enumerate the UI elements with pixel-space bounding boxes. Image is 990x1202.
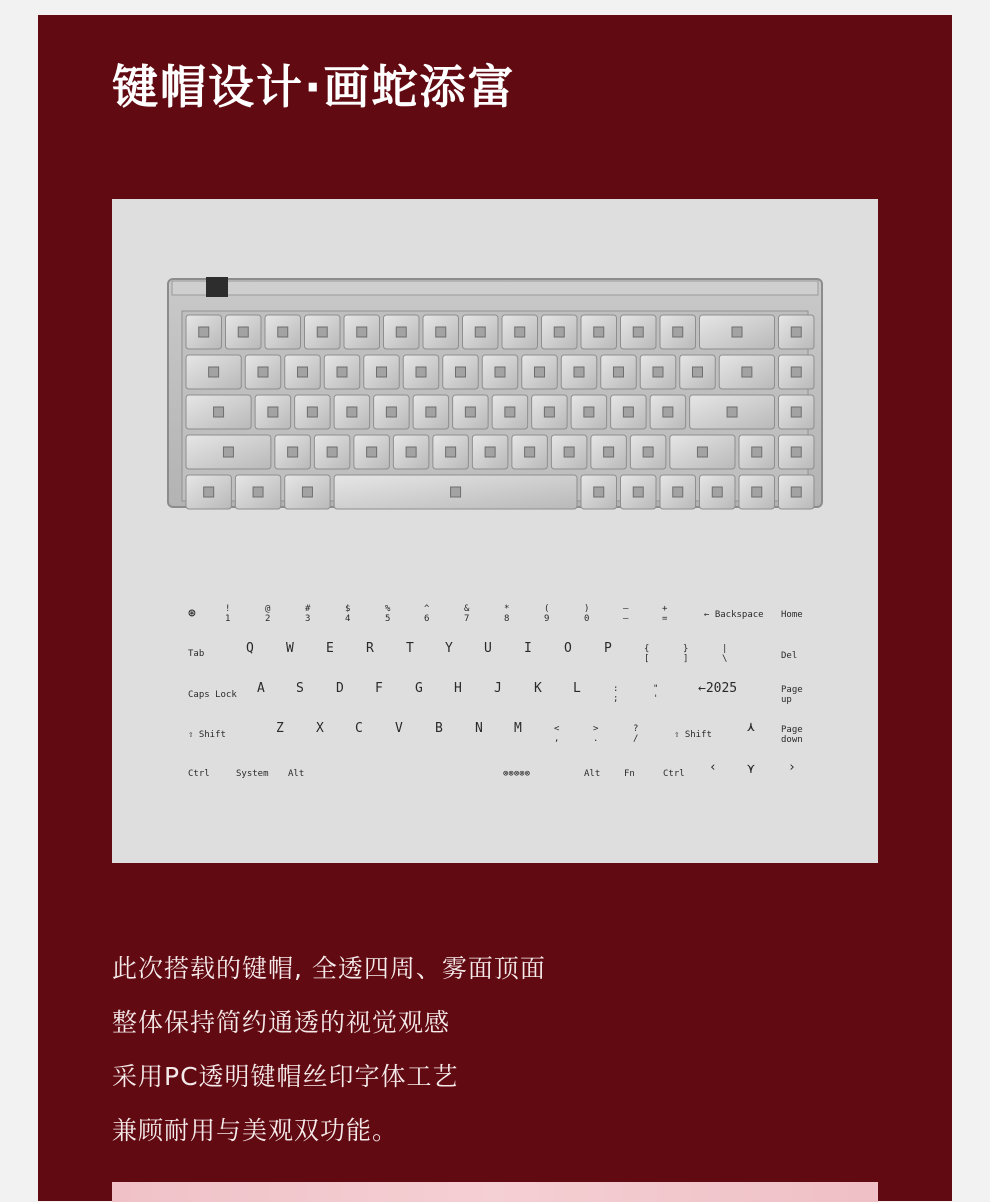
legend-key-home: Home [781,610,803,620]
legend-key-s: S [296,681,304,696]
description-line-4: 兼顾耐用与美观双功能。 [112,1116,399,1145]
legend-key-equals: + = [662,604,668,624]
legend-key-system: System [236,769,269,779]
legend-key-1: ! 1 [225,604,231,624]
legend-key-backspace: ← Backspace [704,610,764,620]
legend-key-m: M [514,721,522,736]
legend-key-del: Del [781,651,798,661]
legend-key-page-up: Page up [781,685,803,705]
legend-key-b: B [435,721,443,736]
legend-key-period: > . [593,724,599,744]
legend-key-quote: " ' [653,684,659,704]
description-line-2: 整体保持简约通透的视觉观感 [112,1008,451,1037]
legend-key-left-bracket: { [ [644,644,650,664]
legend-key-slash: ? / [633,724,639,744]
legend-key-5: % 5 [385,604,391,624]
legend-key-f: F [375,681,383,696]
legend-key-x: X [316,721,324,736]
legend-key-enter-2025: ←2025 [698,681,738,696]
legend-key-u: U [484,641,492,656]
legend-key-q: Q [246,641,254,656]
arrow-down-icon: ⋎ [747,762,755,777]
legend-key-left-shift: ⇧ Shift [188,730,226,740]
legend-key-0: ) 0 [584,604,590,624]
legend-key-z: Z [276,721,284,736]
legend-key-semicolon: : ; [613,684,619,704]
legend-key-v: V [395,721,403,736]
legend-key-k: K [534,681,542,696]
arrow-up-icon: ⋏ [747,720,755,735]
legend-key-right-ctrl: Ctrl [663,769,685,779]
content-panel [38,15,952,1201]
legend-key-g: G [415,681,423,696]
legend-key-i: I [524,641,532,656]
next-section-preview [112,1182,878,1202]
description-line-1: 此次搭载的键帽, 全透四周、雾面顶面 [112,954,546,983]
legend-key-tab: Tab [188,649,205,659]
legend-key-o: O [564,641,572,656]
legend-key-l: L [573,681,581,696]
legend-key-page-down: Page down [781,725,803,745]
legend-key-left-alt: Alt [288,769,305,779]
legend-key-y: Y [445,641,453,656]
legend-key-right-alt: Alt [584,769,601,779]
legend-key-e: E [326,641,334,656]
legend-key-fn: Fn [624,769,635,779]
legend-key-caps-lock: Caps Lock [188,690,237,700]
legend-key-7: & 7 [464,604,470,624]
legend-key-8: * 8 [504,604,510,624]
section-heading: 键帽设计·画蛇添富 [112,60,516,114]
description-text [112,947,546,1163]
legend-key-j: J [494,681,502,696]
legend-key-r: R [366,641,374,656]
keycap-legend-layout [112,199,878,863]
legend-key-h: H [454,681,462,696]
legend-key-right-shift: ⇧ Shift [674,730,712,740]
legend-key-left-ctrl: Ctrl [188,769,210,779]
legend-key-comma: < , [554,724,560,744]
description-line-3: 采用PC透明键帽丝印字体工艺 [112,1062,459,1091]
arrow-left-icon: ‹ [709,760,717,775]
snake-logo-icon: ⊛ [188,606,196,621]
legend-key-3: # 3 [305,604,311,624]
legend-key-a: A [257,681,265,696]
legend-key-d: D [336,681,344,696]
legend-key-backslash: | \ [722,644,728,664]
legend-key-minus: — – [623,604,629,624]
legend-key-p: P [604,641,612,656]
legend-key-2: @ 2 [265,604,271,624]
legend-key-6: ^ 6 [424,604,430,624]
legend-key-9: ( 9 [544,604,550,624]
legend-key-w: W [286,641,294,656]
arrow-right-icon: › [788,760,796,775]
legend-key-t: T [406,641,414,656]
legend-key-4: $ 4 [345,604,351,624]
legend-key-c: C [355,721,363,736]
legend-key-space-dots: ⊗⊗⊗⊗⊗ [503,769,531,779]
keycap-render-area [112,199,878,863]
legend-key-right-bracket: } ] [683,644,689,664]
legend-key-n: N [475,721,483,736]
